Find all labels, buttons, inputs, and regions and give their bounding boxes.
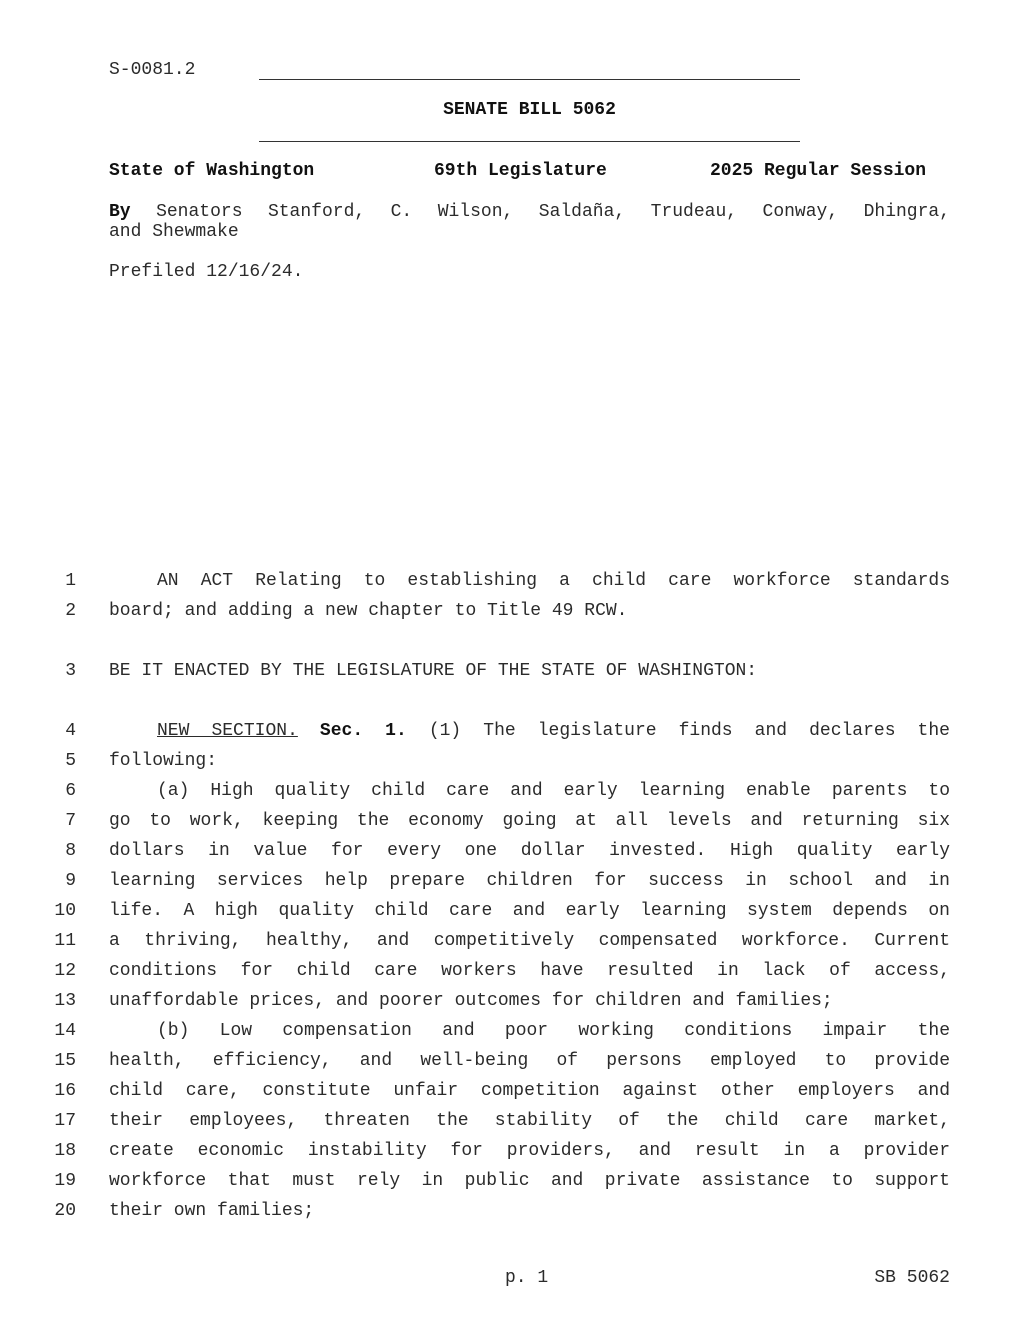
line-number: 19 bbox=[54, 1171, 76, 1191]
line-number: 20 bbox=[54, 1201, 76, 1221]
page-number: p. 1 bbox=[505, 1268, 549, 1288]
line-number: 3 bbox=[65, 661, 76, 681]
state-label: State of Washington bbox=[109, 161, 315, 181]
enacting-clause: BE IT ENACTED BY THE LEGISLATURE OF THE STATE OF WASHINGTON: bbox=[109, 661, 758, 681]
body-line: AN ACT Relating to establishing a child care workforce standards bbox=[157, 571, 950, 591]
line-number: 10 bbox=[54, 901, 76, 921]
by-label: By bbox=[109, 202, 131, 222]
body-line: (b) Low compensation and poor working conditions impair the bbox=[157, 1021, 950, 1041]
body-line: life. A high quality child care and early learning system depends on bbox=[109, 901, 950, 921]
body-line: child care, constitute unfair competition against other employers and bbox=[109, 1081, 950, 1101]
body-line: health, efficiency, and well-being of persons employed to provide bbox=[109, 1051, 950, 1071]
body-line: go to work, keeping the economy going at all levels and returning six bbox=[109, 811, 950, 831]
body-line: unaffordable prices, and poorer outcomes for children and families; bbox=[109, 991, 833, 1011]
line-number: 4 bbox=[65, 721, 76, 741]
body-line: board; and adding a new chapter to Title 49 RCW. bbox=[109, 601, 628, 621]
line-number: 5 bbox=[65, 751, 76, 771]
prefiled-date: Prefiled 12/16/24. bbox=[109, 262, 304, 282]
sponsors-line-1 bbox=[109, 203, 950, 221]
line-number: 2 bbox=[65, 601, 76, 621]
body-line: workforce that must rely in public and private assistance to support bbox=[109, 1171, 950, 1191]
document-code: S-0081.2 bbox=[109, 60, 196, 80]
new-section-label: NEW SECTION. bbox=[157, 721, 298, 741]
line-number: 16 bbox=[54, 1081, 76, 1101]
line-number: 11 bbox=[54, 931, 76, 951]
title-rule-top bbox=[259, 79, 800, 80]
line-number: 8 bbox=[65, 841, 76, 861]
section-text: (1) The legislature finds and declares the bbox=[428, 721, 950, 741]
footer-bill-ref: SB 5062 bbox=[874, 1268, 950, 1288]
body-line: conditions for child care workers have resulted in lack of access, bbox=[109, 961, 950, 981]
body-line: create economic instability for providers, and result in a provider bbox=[109, 1141, 950, 1161]
bill-title: SENATE BILL 5062 bbox=[443, 100, 616, 120]
line-number: 14 bbox=[54, 1021, 76, 1041]
line-number: 17 bbox=[54, 1111, 76, 1131]
sponsors-text-1: Senators Stanford, C. Wilson, Saldaña, Trudeau, Conway, Dhingra, bbox=[156, 202, 950, 222]
section-number: Sec. 1. bbox=[319, 721, 407, 741]
session-label: 2025 Regular Session bbox=[710, 161, 927, 181]
line-number: 18 bbox=[54, 1141, 76, 1161]
body-line: a thriving, healthy, and competitively compensated workforce. Current bbox=[109, 931, 950, 951]
line-number: 1 bbox=[65, 571, 76, 591]
body-line: (a) High quality child care and early learning enable parents to bbox=[157, 781, 950, 801]
body-line: following: bbox=[109, 751, 218, 771]
section-heading-line bbox=[109, 722, 950, 740]
line-number: 13 bbox=[54, 991, 76, 1011]
sponsors-line-2: and Shewmake bbox=[109, 222, 239, 242]
line-number: 15 bbox=[54, 1051, 76, 1071]
title-rule-bottom bbox=[259, 141, 800, 142]
body-line: their employees, threaten the stability of the child care market, bbox=[109, 1111, 950, 1131]
line-number: 9 bbox=[65, 871, 76, 891]
body-line: their own families; bbox=[109, 1201, 315, 1221]
line-number: 7 bbox=[65, 811, 76, 831]
legislature-label: 69th Legislature bbox=[434, 161, 607, 181]
line-number: 6 bbox=[65, 781, 76, 801]
line-number: 12 bbox=[54, 961, 76, 981]
body-line: dollars in value for every one dollar invested. High quality early bbox=[109, 841, 950, 861]
body-line: learning services help prepare children for success in school and in bbox=[109, 871, 950, 891]
